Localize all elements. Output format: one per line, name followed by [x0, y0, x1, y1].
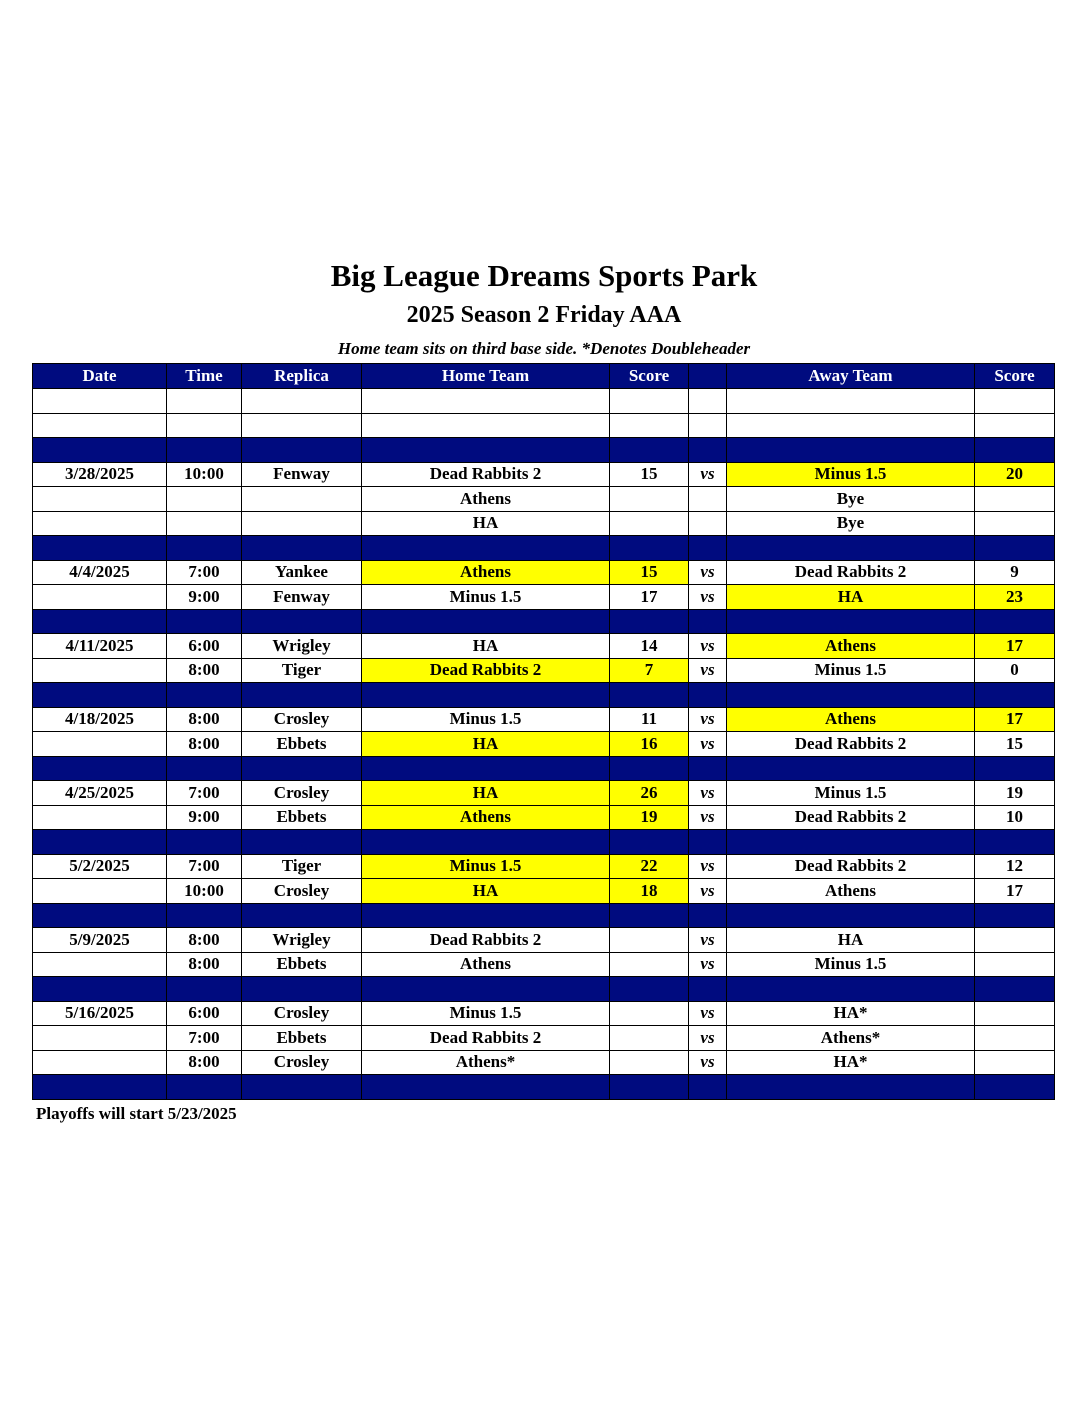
- separator-row: [33, 830, 1055, 855]
- time-cell: 10:00: [167, 879, 242, 904]
- time-cell: [167, 830, 242, 855]
- time-cell: 8:00: [167, 952, 242, 977]
- game-row: [33, 585, 1055, 610]
- home-score-cell: [610, 438, 689, 463]
- away-score-cell: [975, 977, 1055, 1002]
- col-header-away-score: Score: [975, 364, 1055, 389]
- home-score-cell: [610, 683, 689, 708]
- playoffs-note: Playoffs will start 5/23/2025: [36, 1104, 237, 1123]
- away-score-cell: [975, 1075, 1055, 1100]
- col-header-home-score: Score: [610, 364, 689, 389]
- replica-cell: Fenway: [242, 462, 362, 487]
- vs-cell: vs: [689, 585, 727, 610]
- game-row: [33, 560, 1055, 585]
- date-cell: [33, 1075, 167, 1100]
- home-score-cell: [610, 511, 689, 536]
- game-row: [33, 805, 1055, 830]
- time-cell: 8:00: [167, 707, 242, 732]
- away-score-cell: [975, 928, 1055, 953]
- date-cell: [33, 683, 167, 708]
- home-score-cell: 19: [610, 805, 689, 830]
- vs-cell: [689, 487, 727, 512]
- away-team-cell: [727, 683, 975, 708]
- home-team-cell: Athens: [362, 487, 610, 512]
- separator-row: [33, 438, 1055, 463]
- vs-cell: vs: [689, 879, 727, 904]
- schedule-note: Home team sits on third base side. *Denotes Doubleheader: [337, 339, 751, 358]
- col-header-vs: [689, 364, 727, 389]
- home-team-cell: [362, 536, 610, 561]
- home-score-cell: [610, 413, 689, 438]
- vs-cell: vs: [689, 634, 727, 659]
- home-score-cell: [610, 830, 689, 855]
- home-team-cell: HA: [362, 511, 610, 536]
- date-cell: [33, 536, 167, 561]
- home-team-cell: [362, 756, 610, 781]
- vs-cell: vs: [689, 462, 727, 487]
- vs-cell: vs: [689, 658, 727, 683]
- vs-cell: vs: [689, 781, 727, 806]
- vs-cell: vs: [689, 1050, 727, 1075]
- time-cell: 8:00: [167, 732, 242, 757]
- separator-row: [33, 609, 1055, 634]
- time-cell: 8:00: [167, 1050, 242, 1075]
- replica-cell: [242, 903, 362, 928]
- vs-cell: [689, 977, 727, 1002]
- time-cell: 8:00: [167, 928, 242, 953]
- date-cell: [33, 830, 167, 855]
- date-cell: 5/9/2025: [33, 928, 167, 953]
- vs-cell: vs: [689, 854, 727, 879]
- away-score-cell: [975, 389, 1055, 414]
- replica-cell: [242, 977, 362, 1002]
- separator-row: [33, 536, 1055, 561]
- home-score-cell: 14: [610, 634, 689, 659]
- time-cell: [167, 683, 242, 708]
- away-team-cell: [727, 903, 975, 928]
- vs-cell: vs: [689, 560, 727, 585]
- time-cell: [167, 756, 242, 781]
- game-row: [33, 854, 1055, 879]
- vs-cell: vs: [689, 928, 727, 953]
- date-cell: [33, 1050, 167, 1075]
- home-team-cell: [362, 683, 610, 708]
- separator-row: [33, 1075, 1055, 1100]
- replica-cell: Ebbets: [242, 1026, 362, 1051]
- time-cell: [167, 511, 242, 536]
- replica-cell: Ebbets: [242, 952, 362, 977]
- col-header-replica: Replica: [242, 364, 362, 389]
- home-team-cell: HA: [362, 732, 610, 757]
- away-team-cell: Minus 1.5: [727, 781, 975, 806]
- away-score-cell: 17: [975, 879, 1055, 904]
- replica-cell: Crosley: [242, 1001, 362, 1026]
- vs-cell: vs: [689, 707, 727, 732]
- vs-cell: [689, 438, 727, 463]
- vs-cell: [689, 683, 727, 708]
- time-cell: [167, 389, 242, 414]
- date-cell: [33, 585, 167, 610]
- away-team-cell: Athens: [727, 634, 975, 659]
- time-cell: [167, 977, 242, 1002]
- away-score-cell: 15: [975, 732, 1055, 757]
- page-subtitle: 2025 Season 2 Friday AAA: [406, 302, 682, 328]
- away-team-cell: HA*: [727, 1001, 975, 1026]
- time-cell: 6:00: [167, 1001, 242, 1026]
- away-team-cell: [727, 536, 975, 561]
- home-score-cell: [610, 977, 689, 1002]
- replica-cell: [242, 413, 362, 438]
- away-team-cell: HA*: [727, 1050, 975, 1075]
- home-score-cell: 15: [610, 462, 689, 487]
- away-score-cell: [975, 438, 1055, 463]
- home-score-cell: 18: [610, 879, 689, 904]
- time-cell: [167, 1075, 242, 1100]
- home-team-cell: Dead Rabbits 2: [362, 462, 610, 487]
- vs-cell: [689, 536, 727, 561]
- home-team-cell: Minus 1.5: [362, 854, 610, 879]
- away-score-cell: [975, 952, 1055, 977]
- away-score-cell: 12: [975, 854, 1055, 879]
- away-team-cell: [727, 438, 975, 463]
- time-cell: [167, 536, 242, 561]
- date-cell: 4/18/2025: [33, 707, 167, 732]
- date-cell: [33, 413, 167, 438]
- replica-cell: [242, 1075, 362, 1100]
- date-cell: [33, 389, 167, 414]
- vs-cell: vs: [689, 1026, 727, 1051]
- home-team-cell: Dead Rabbits 2: [362, 658, 610, 683]
- game-row: [33, 1050, 1055, 1075]
- time-cell: 9:00: [167, 585, 242, 610]
- away-team-cell: HA: [727, 928, 975, 953]
- home-team-cell: [362, 1075, 610, 1100]
- home-team-cell: HA: [362, 634, 610, 659]
- game-row: [33, 511, 1055, 536]
- game-row: [33, 634, 1055, 659]
- home-team-cell: Athens: [362, 952, 610, 977]
- away-team-cell: Bye: [727, 511, 975, 536]
- date-cell: [33, 756, 167, 781]
- home-score-cell: [610, 1075, 689, 1100]
- date-cell: 4/25/2025: [33, 781, 167, 806]
- replica-cell: [242, 536, 362, 561]
- home-score-cell: [610, 609, 689, 634]
- vs-cell: vs: [689, 732, 727, 757]
- separator-row: [33, 903, 1055, 928]
- vs-cell: [689, 1075, 727, 1100]
- separator-row: [33, 756, 1055, 781]
- date-cell: [33, 903, 167, 928]
- away-team-cell: [727, 756, 975, 781]
- blank-row: [33, 389, 1055, 414]
- col-header-away-team: Away Team: [727, 364, 975, 389]
- away-team-cell: [727, 389, 975, 414]
- date-cell: 5/2/2025: [33, 854, 167, 879]
- away-score-cell: [975, 1001, 1055, 1026]
- vs-cell: [689, 389, 727, 414]
- away-score-cell: 23: [975, 585, 1055, 610]
- away-score-cell: [975, 487, 1055, 512]
- home-score-cell: 7: [610, 658, 689, 683]
- date-cell: [33, 805, 167, 830]
- home-score-cell: 11: [610, 707, 689, 732]
- away-team-cell: Minus 1.5: [727, 952, 975, 977]
- date-cell: [33, 487, 167, 512]
- home-team-cell: [362, 413, 610, 438]
- date-cell: 5/16/2025: [33, 1001, 167, 1026]
- home-team-cell: Athens: [362, 805, 610, 830]
- home-score-cell: [610, 1050, 689, 1075]
- home-team-cell: [362, 438, 610, 463]
- replica-cell: [242, 389, 362, 414]
- time-cell: 10:00: [167, 462, 242, 487]
- home-score-cell: [610, 952, 689, 977]
- time-cell: 7:00: [167, 854, 242, 879]
- away-score-cell: [975, 1050, 1055, 1075]
- separator-row: [33, 977, 1055, 1002]
- away-score-cell: [975, 756, 1055, 781]
- away-team-cell: HA: [727, 585, 975, 610]
- schedule-table: [32, 363, 1055, 1100]
- vs-cell: vs: [689, 1001, 727, 1026]
- home-score-cell: [610, 1001, 689, 1026]
- time-cell: 7:00: [167, 781, 242, 806]
- date-cell: [33, 977, 167, 1002]
- away-score-cell: [975, 1026, 1055, 1051]
- date-cell: [33, 1026, 167, 1051]
- home-score-cell: 16: [610, 732, 689, 757]
- game-row: [33, 462, 1055, 487]
- home-team-cell: [362, 609, 610, 634]
- home-team-cell: Minus 1.5: [362, 585, 610, 610]
- time-cell: 7:00: [167, 560, 242, 585]
- home-score-cell: [610, 389, 689, 414]
- separator-row: [33, 683, 1055, 708]
- replica-cell: Tiger: [242, 854, 362, 879]
- away-team-cell: [727, 1075, 975, 1100]
- replica-cell: [242, 511, 362, 536]
- replica-cell: Tiger: [242, 658, 362, 683]
- time-cell: [167, 438, 242, 463]
- away-team-cell: [727, 413, 975, 438]
- time-cell: [167, 609, 242, 634]
- schedule-body: [33, 389, 1055, 1100]
- date-cell: [33, 952, 167, 977]
- game-row: [33, 928, 1055, 953]
- time-cell: 9:00: [167, 805, 242, 830]
- vs-cell: [689, 511, 727, 536]
- vs-cell: vs: [689, 805, 727, 830]
- away-score-cell: [975, 413, 1055, 438]
- header-row: [33, 364, 1055, 389]
- home-team-cell: HA: [362, 781, 610, 806]
- col-header-date: Date: [33, 364, 167, 389]
- away-score-cell: 10: [975, 805, 1055, 830]
- vs-cell: vs: [689, 952, 727, 977]
- away-score-cell: [975, 683, 1055, 708]
- replica-cell: [242, 756, 362, 781]
- vs-cell: [689, 609, 727, 634]
- away-score-cell: [975, 830, 1055, 855]
- home-team-cell: [362, 903, 610, 928]
- away-score-cell: 19: [975, 781, 1055, 806]
- time-cell: 7:00: [167, 1026, 242, 1051]
- away-score-cell: 17: [975, 707, 1055, 732]
- game-row: [33, 1026, 1055, 1051]
- replica-cell: Fenway: [242, 585, 362, 610]
- away-score-cell: [975, 609, 1055, 634]
- away-team-cell: [727, 609, 975, 634]
- date-cell: 3/28/2025: [33, 462, 167, 487]
- away-team-cell: Dead Rabbits 2: [727, 805, 975, 830]
- game-row: [33, 732, 1055, 757]
- blank-row: [33, 413, 1055, 438]
- date-cell: [33, 658, 167, 683]
- time-cell: 6:00: [167, 634, 242, 659]
- replica-cell: [242, 830, 362, 855]
- vs-cell: [689, 413, 727, 438]
- replica-cell: Crosley: [242, 1050, 362, 1075]
- date-cell: [33, 438, 167, 463]
- home-score-cell: [610, 756, 689, 781]
- away-team-cell: Dead Rabbits 2: [727, 560, 975, 585]
- replica-cell: Wrigley: [242, 928, 362, 953]
- replica-cell: Yankee: [242, 560, 362, 585]
- away-team-cell: Athens*: [727, 1026, 975, 1051]
- home-score-cell: [610, 536, 689, 561]
- replica-cell: [242, 609, 362, 634]
- page-title: Big League Dreams Sports Park: [330, 258, 758, 293]
- vs-cell: [689, 903, 727, 928]
- date-cell: 4/4/2025: [33, 560, 167, 585]
- away-team-cell: Minus 1.5: [727, 462, 975, 487]
- home-score-cell: 17: [610, 585, 689, 610]
- home-team-cell: Dead Rabbits 2: [362, 928, 610, 953]
- game-row: [33, 952, 1055, 977]
- vs-cell: [689, 830, 727, 855]
- away-team-cell: Minus 1.5: [727, 658, 975, 683]
- replica-cell: Ebbets: [242, 732, 362, 757]
- home-team-cell: [362, 977, 610, 1002]
- time-cell: [167, 903, 242, 928]
- home-score-cell: [610, 903, 689, 928]
- away-score-cell: [975, 511, 1055, 536]
- replica-cell: Ebbets: [242, 805, 362, 830]
- home-score-cell: 26: [610, 781, 689, 806]
- game-row: [33, 487, 1055, 512]
- replica-cell: Crosley: [242, 879, 362, 904]
- away-team-cell: Dead Rabbits 2: [727, 854, 975, 879]
- away-team-cell: Dead Rabbits 2: [727, 732, 975, 757]
- date-cell: [33, 609, 167, 634]
- vs-cell: [689, 756, 727, 781]
- game-row: [33, 658, 1055, 683]
- game-row: [33, 707, 1055, 732]
- away-team-cell: Athens: [727, 707, 975, 732]
- away-score-cell: 20: [975, 462, 1055, 487]
- away-team-cell: Bye: [727, 487, 975, 512]
- home-team-cell: [362, 389, 610, 414]
- replica-cell: Wrigley: [242, 634, 362, 659]
- away-score-cell: 17: [975, 634, 1055, 659]
- away-score-cell: 9: [975, 560, 1055, 585]
- replica-cell: [242, 438, 362, 463]
- date-cell: [33, 732, 167, 757]
- home-score-cell: 15: [610, 560, 689, 585]
- home-team-cell: Minus 1.5: [362, 1001, 610, 1026]
- away-team-cell: [727, 977, 975, 1002]
- replica-cell: Crosley: [242, 781, 362, 806]
- away-score-cell: [975, 536, 1055, 561]
- home-team-cell: HA: [362, 879, 610, 904]
- col-header-home-team: Home Team: [362, 364, 610, 389]
- home-team-cell: [362, 830, 610, 855]
- date-cell: 4/11/2025: [33, 634, 167, 659]
- game-row: [33, 1001, 1055, 1026]
- game-row: [33, 781, 1055, 806]
- time-cell: [167, 487, 242, 512]
- away-score-cell: 0: [975, 658, 1055, 683]
- away-team-cell: [727, 830, 975, 855]
- date-cell: [33, 511, 167, 536]
- home-team-cell: Athens*: [362, 1050, 610, 1075]
- away-team-cell: Athens: [727, 879, 975, 904]
- home-score-cell: [610, 487, 689, 512]
- game-row: [33, 879, 1055, 904]
- home-score-cell: 22: [610, 854, 689, 879]
- replica-cell: Crosley: [242, 707, 362, 732]
- replica-cell: [242, 487, 362, 512]
- home-team-cell: Athens: [362, 560, 610, 585]
- time-cell: 8:00: [167, 658, 242, 683]
- time-cell: [167, 413, 242, 438]
- home-team-cell: Dead Rabbits 2: [362, 1026, 610, 1051]
- home-score-cell: [610, 928, 689, 953]
- col-header-time: Time: [167, 364, 242, 389]
- home-score-cell: [610, 1026, 689, 1051]
- date-cell: [33, 879, 167, 904]
- away-score-cell: [975, 903, 1055, 928]
- replica-cell: [242, 683, 362, 708]
- home-team-cell: Minus 1.5: [362, 707, 610, 732]
